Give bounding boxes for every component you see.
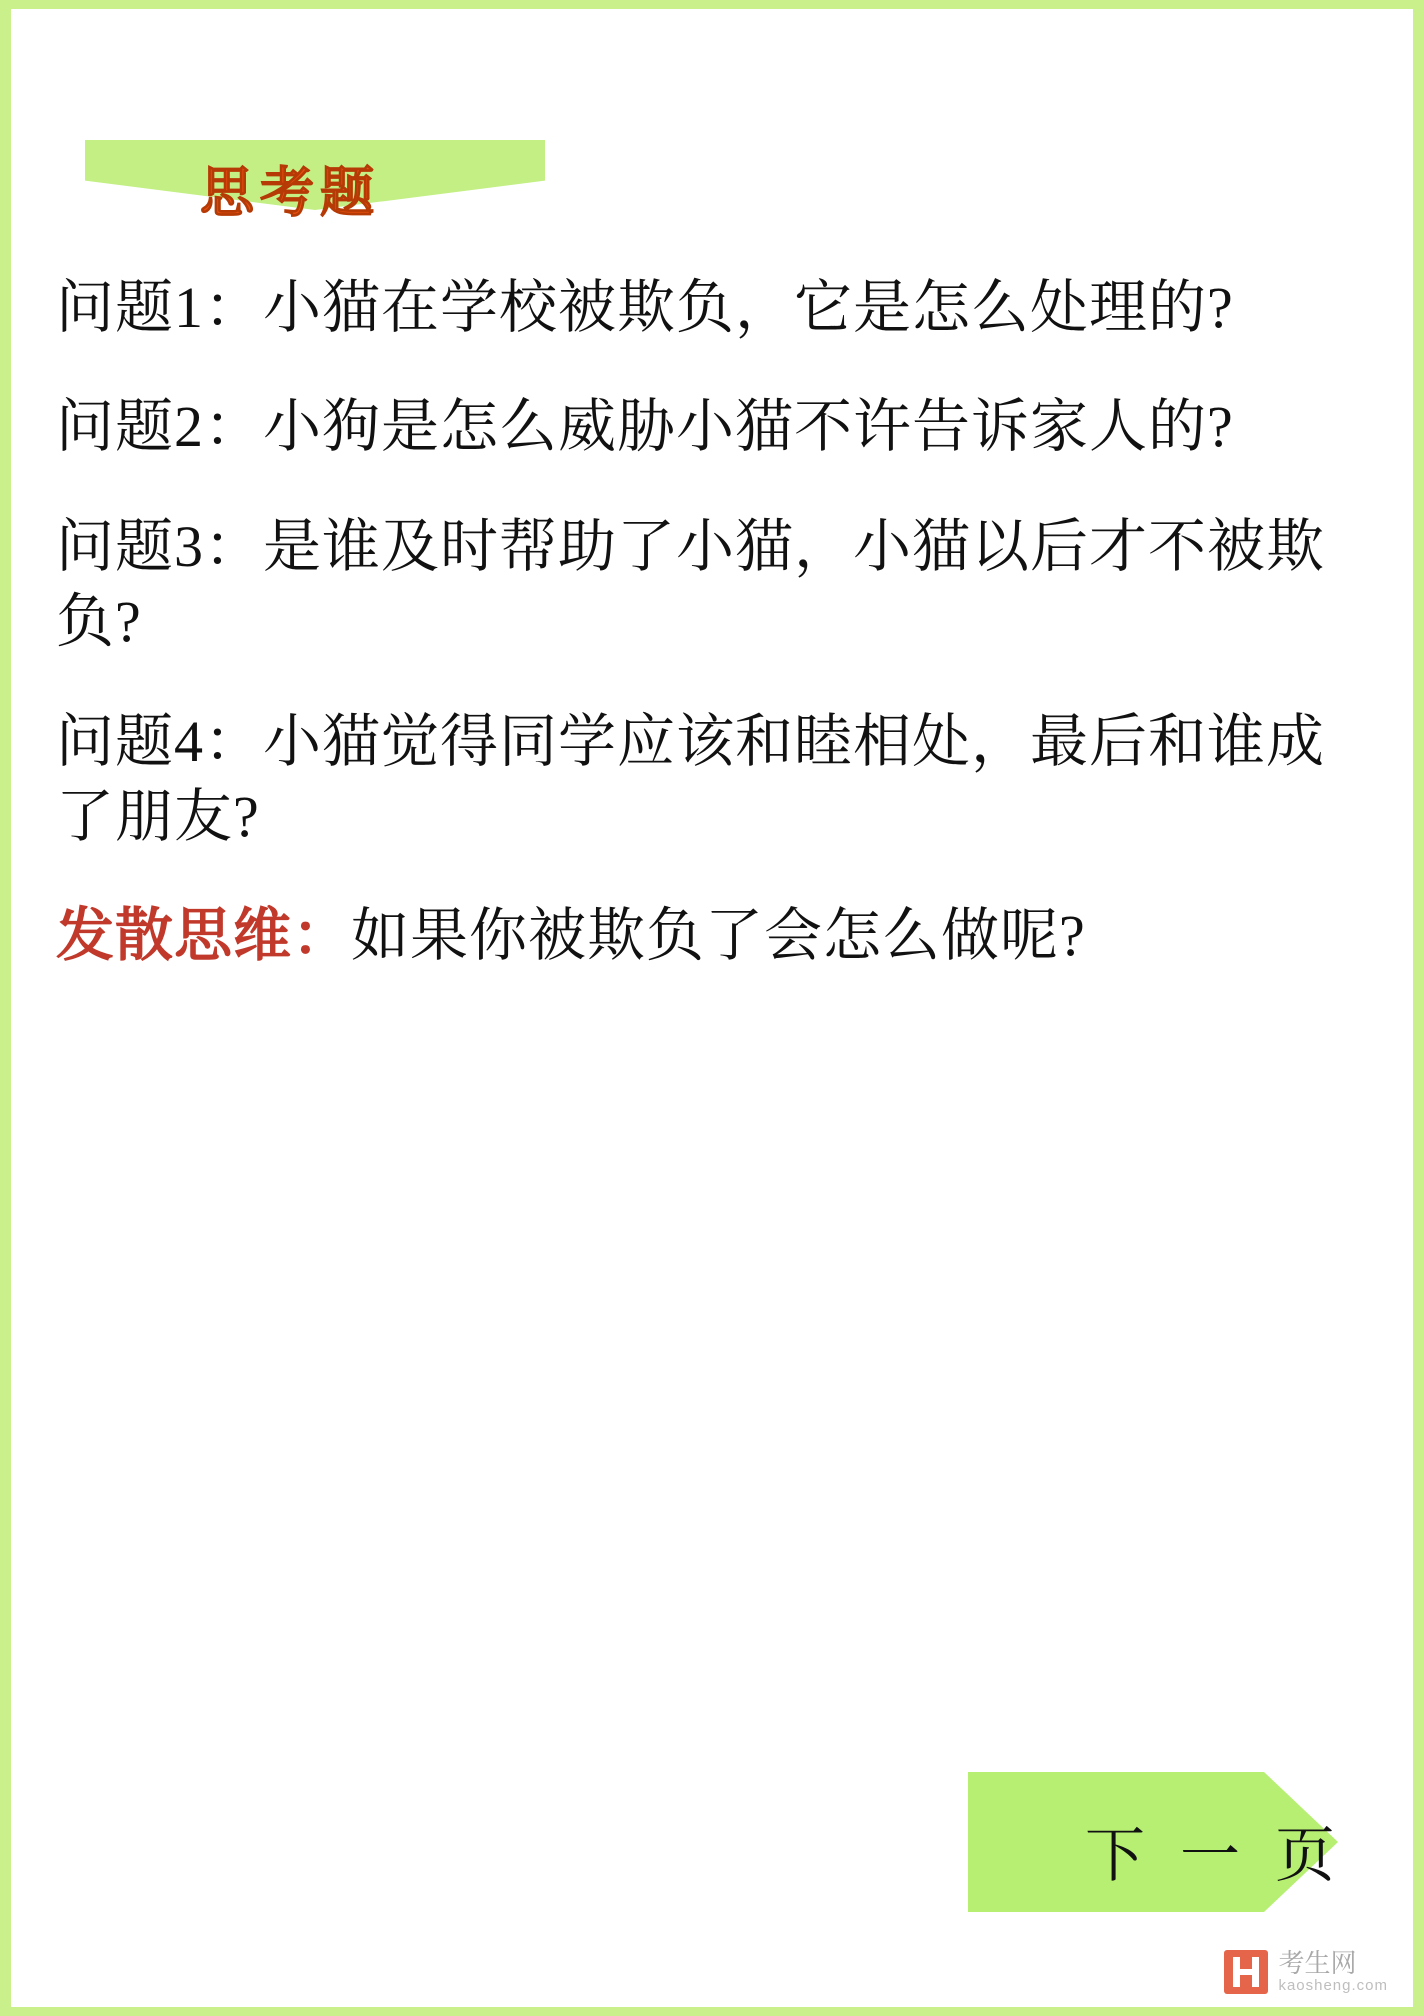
page-border-left bbox=[0, 0, 11, 2016]
list-item bbox=[56, 389, 1366, 464]
question-line bbox=[56, 898, 1366, 973]
question-line bbox=[56, 270, 1366, 345]
question-label: 问题4： bbox=[56, 708, 264, 774]
question-text: 如果你被欺负了会怎么做呢? bbox=[351, 903, 1086, 969]
question-text: 小猫在学校被欺负，它是怎么处理的? bbox=[263, 275, 1234, 340]
list-item bbox=[56, 898, 1366, 973]
page-border-top bbox=[0, 0, 1424, 9]
watermark-text bbox=[1278, 1950, 1388, 1993]
divergent-thinking-label: 发散思维： bbox=[56, 903, 352, 969]
watermark-logo-icon bbox=[1224, 1950, 1268, 1994]
page-border-right bbox=[1413, 0, 1424, 2016]
question-label: 问题1： bbox=[56, 275, 264, 340]
question-line bbox=[56, 704, 1366, 855]
watermark-url: kaosheng.com bbox=[1278, 1976, 1388, 1994]
list-item bbox=[56, 704, 1366, 855]
question-text: 小猫觉得同学应该和睦相处，最后和谁成了朋友? bbox=[56, 708, 1326, 849]
question-line bbox=[56, 389, 1366, 464]
page-border-bottom bbox=[0, 2007, 1424, 2016]
next-page-label[interactable]: 下 一 页 bbox=[1085, 1823, 1345, 1889]
list-item bbox=[56, 509, 1366, 660]
page-title: 思考题 bbox=[200, 163, 380, 223]
watermark-name: 考生网 bbox=[1278, 1948, 1357, 1979]
watermark bbox=[1224, 1950, 1388, 1994]
list-item bbox=[56, 270, 1366, 345]
question-text: 小狗是怎么威胁小猫不许告诉家人的? bbox=[263, 394, 1234, 460]
questions-list bbox=[56, 270, 1366, 1018]
question-label: 问题2： bbox=[56, 394, 264, 460]
question-label: 问题3： bbox=[56, 513, 264, 579]
question-text: 是谁及时帮助了小猫，小猫以后才不被欺负? bbox=[56, 513, 1326, 655]
question-line bbox=[56, 509, 1366, 660]
